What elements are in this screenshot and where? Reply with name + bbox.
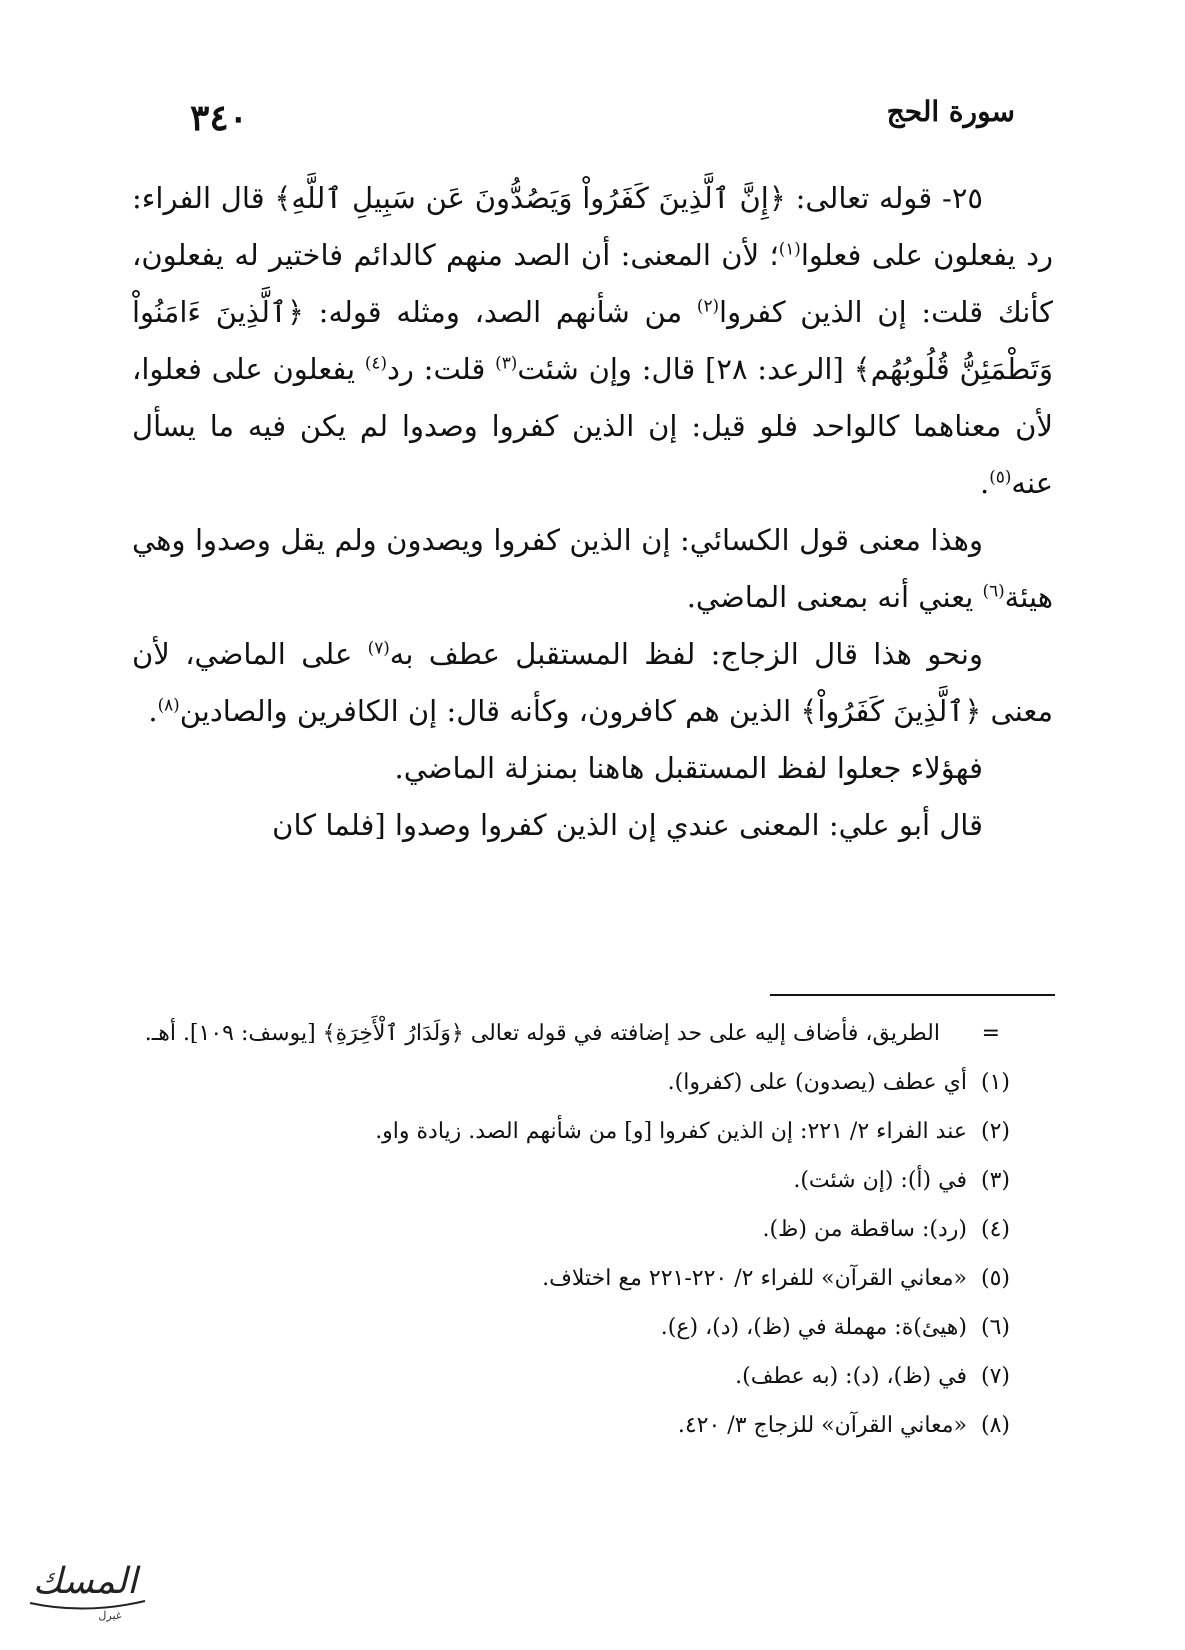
text-segment: ؛ لأن المعنى: أن الصد منهم كالدائم فاختير له يفعلون، كأنك قلت: إن الذين كفروا <box>132 238 1053 329</box>
main-text <box>132 170 1053 854</box>
footnote-ref[interactable]: (٥) <box>989 466 1012 487</box>
footnote-text: (هيئ)ة: مهملة في (ظ)، (د)، (ع). <box>660 1315 967 1340</box>
footnote-item <box>132 1401 1010 1450</box>
footnote-item <box>132 1352 1010 1401</box>
footnote-item <box>132 1156 1010 1205</box>
footnotes <box>132 1009 1010 1450</box>
watermark-sub-text: غيرل <box>98 1609 122 1622</box>
footnote-number: (٧) <box>980 1364 1010 1389</box>
footnote-item <box>132 1058 1010 1107</box>
footnote-text: (رد): ساقطة من (ظ). <box>762 1217 967 1242</box>
watermark-flourish <box>30 1601 145 1609</box>
text-segment: [الرعد: ٢٨] قال: وإن شئت <box>517 352 854 386</box>
paragraph-kisai <box>132 512 1053 626</box>
footnote-text: «معاني القرآن» للزجاج ٣/ ٤٢٠. <box>677 1413 967 1438</box>
footnote-ref[interactable]: (٤) <box>364 352 387 373</box>
quran-quote: ﴿ٱلَّذِينَ كَفَرُواْ﴾ <box>800 694 982 728</box>
text-segment: . <box>148 694 158 728</box>
footnote-ref[interactable]: (١) <box>778 238 801 259</box>
footnote-number: (٥) <box>980 1266 1010 1291</box>
paragraph-verse-25 <box>132 170 1053 512</box>
paragraph-zajjaj <box>132 626 1053 740</box>
text-segment: الذين هم كافرون، وكأنه قال: إن الكافرين والصادين <box>179 694 801 728</box>
footnote-item <box>132 1303 1010 1352</box>
text-segment: يعني أنه بمعنى الماضي. <box>686 580 983 614</box>
footnote-number: (٨) <box>980 1413 1010 1438</box>
footnote-text: «معاني القرآن» للفراء ٢/ ٢٢٠-٢٢١ مع اختلاف. <box>542 1266 967 1291</box>
text-segment: . <box>980 466 990 500</box>
footnote-item <box>132 1107 1010 1156</box>
paragraph-conclusion: فهؤلاء جعلوا لفظ المستقبل هاهنا بمنزلة الماضي. <box>394 751 983 785</box>
footnote-ref[interactable]: (٦) <box>982 580 1005 601</box>
chapter-title: سورة الحج <box>886 95 1015 128</box>
watermark-main-text: المسك <box>32 1561 138 1602</box>
footnote-continuation <box>132 1009 1000 1058</box>
footnote-ref[interactable]: (٧) <box>367 637 390 658</box>
text-segment: على الماضي، لأن معنى <box>132 637 1053 728</box>
quran-quote: ﴿إِنَّ ٱلَّذِينَ كَفَرُواْ وَيَصُدُّونَ عَن سَبِيلِ ٱللَّهِ﴾ <box>274 181 786 215</box>
text-segment: ٢٥- قوله تعالى: <box>785 181 983 215</box>
footnote-separator <box>770 994 1055 996</box>
text-segment: [يوسف: ١٠٩]. أهـ. <box>144 1021 323 1046</box>
footnote-ref[interactable]: (٨) <box>157 694 180 715</box>
text-segment: من شأنهم الصد، ومثله قوله: <box>303 295 697 329</box>
text-segment: ونحو هذا قال الزجاج: لفظ المستقبل عطف به <box>389 637 983 671</box>
page-number: ٣٤٠ <box>190 97 249 139</box>
text-segment: الطريق، فأضاف إليه على حد إضافته في قوله تعالى <box>463 1021 940 1046</box>
footnote-number: (٢) <box>980 1119 1010 1144</box>
footnote-ref[interactable]: (٢) <box>696 295 720 316</box>
footnote-ref[interactable]: (٣) <box>495 352 518 373</box>
text-segment: وهذا معنى قول الكسائي: إن الذين كفروا ويصدون ولم يقل وصدوا وهي هيئة <box>132 523 1053 614</box>
footnote-number: (١) <box>980 1070 1010 1095</box>
paragraph-abu-ali: قال أبو علي: المعنى عندي إن الذين كفروا وصدوا [فلما كان <box>272 808 983 842</box>
watermark-logo <box>10 1545 160 1635</box>
text-segment: يفعلون على فعلوا، لأن معناهما كالواحد فلو قيل: إن الذين كفروا وصدوا لم يكن فيه ما يسأل عنه <box>132 352 1053 500</box>
footnote-text: في (أ): (إن شئت). <box>793 1168 967 1193</box>
footnote-text: أي عطف (يصدون) على (كفروا). <box>667 1070 967 1095</box>
footnote-number: (٦) <box>980 1315 1010 1340</box>
continuation-mark: = <box>981 1021 1000 1046</box>
footnote-number: (٤) <box>980 1217 1010 1242</box>
footnote-item <box>132 1205 1010 1254</box>
quran-quote: ﴿ٱلَّذِينَ ءَامَنُواْ وَتَطْمَئِنُّ قُلُوبُهُم﴾ <box>132 295 1053 386</box>
footnote-text: عند الفراء ٢/ ٢٢١: إن الذين كفروا [و] من شأنهم الصد. زيادة واو. <box>375 1119 967 1144</box>
footnote-text: في (ظ)، (د): (به عطف). <box>735 1364 967 1389</box>
text-segment: قلت: رد <box>387 352 496 386</box>
text-segment: قال الفراء: رد يفعلون على فعلوا <box>132 181 1053 272</box>
footnote-number: (٣) <box>980 1168 1010 1193</box>
quran-quote: ﴿وَلَدَارُ ٱلْأَخِرَةِ﴾ <box>322 1021 464 1046</box>
footnote-item <box>132 1254 1010 1303</box>
page-header <box>190 90 1015 140</box>
